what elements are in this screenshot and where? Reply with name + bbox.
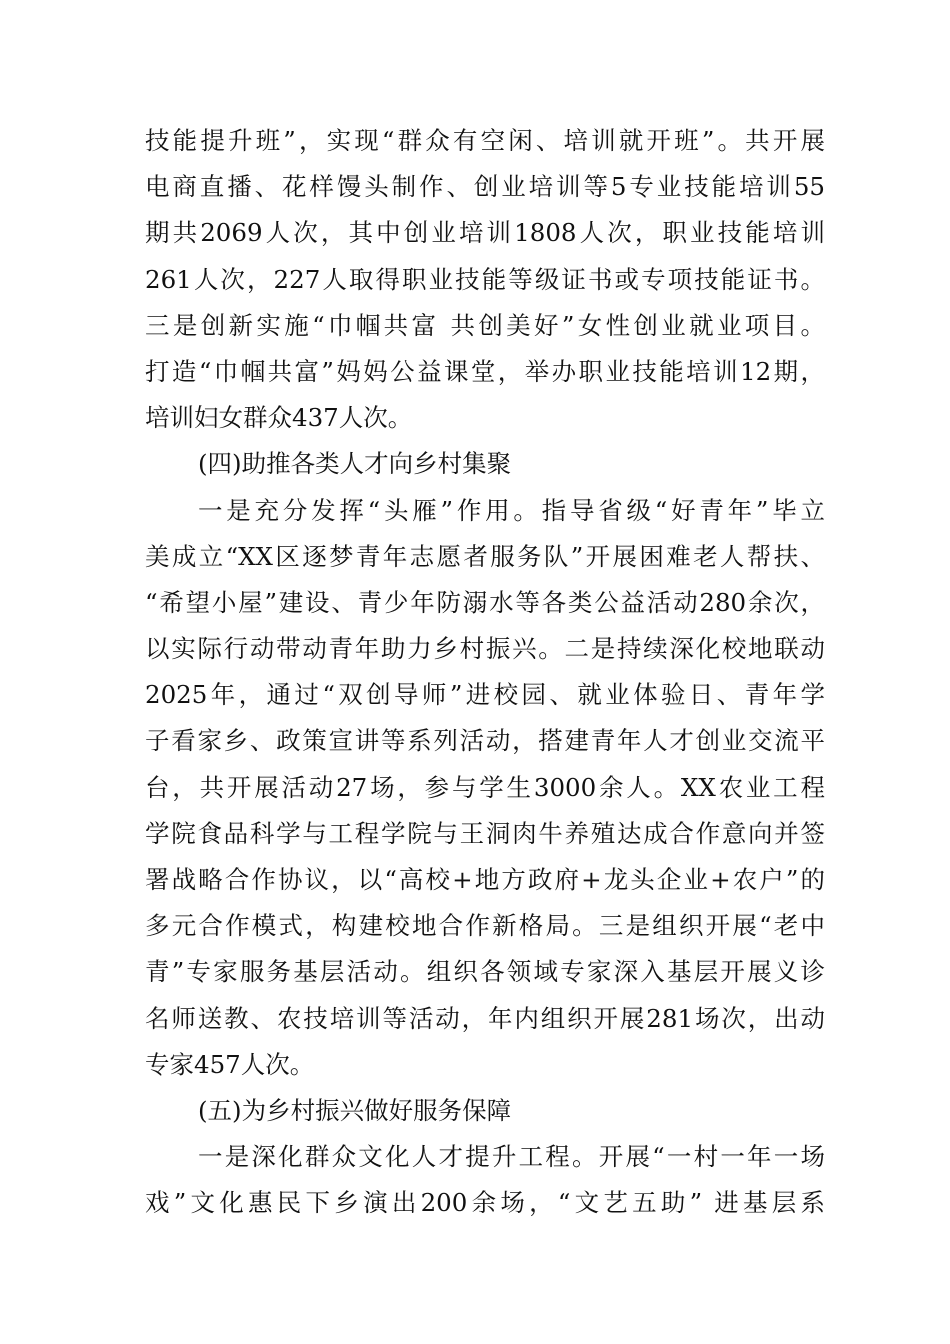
paragraph-line: 以实际行动带动青年助力乡村振兴。二是持续深化校地联动 bbox=[145, 634, 825, 664]
document-body bbox=[145, 118, 825, 1227]
paragraph-line: 子看家乡、政策宣讲等系列活动，搭建青年人才创业交流平 bbox=[145, 726, 825, 756]
paragraph-line: 一是充分发挥“头雁”作用。指导省级“好青年”毕立 bbox=[198, 495, 825, 525]
paragraph-line: 2025年，通过“双创导师”进校园、就业体验日、青年学 bbox=[145, 680, 825, 710]
paragraph-line: 美成立“XX区逐梦青年志愿者服务队”开展困难老人帮扶、 bbox=[145, 541, 825, 571]
paragraph-line: 名师送教、农技培训等活动，年内组织开展281场次，出动 bbox=[145, 1003, 825, 1033]
paragraph-line: 三是创新实施“巾帼共富 共创美好”女性创业就业项目。 bbox=[145, 310, 825, 340]
paragraph-line: 台，共开展活动27场，参与学生3000余人。XX农业工程 bbox=[145, 772, 825, 802]
paragraph-line: 培训妇女群众437人次。 bbox=[145, 403, 413, 433]
section-heading: (五)为乡村振兴做好服务保障 bbox=[198, 1095, 512, 1125]
paragraph-line: 戏”文化惠民下乡演出200余场，“文艺五助” 进基层系 bbox=[145, 1188, 825, 1218]
paragraph-line: 技能提升班”，实现“群众有空闲、培训就开班”。共开展 bbox=[145, 126, 825, 155]
paragraph-line: 专家457人次。 bbox=[145, 1049, 315, 1079]
paragraph-line: 一是深化群众文化人才提升工程。开展“一村一年一场 bbox=[198, 1142, 825, 1172]
section-heading: (四)助推各类人才向乡村集聚 bbox=[198, 449, 512, 479]
paragraph-line: 多元合作模式，构建校地合作新格局。三是组织开展“老中 bbox=[145, 911, 825, 941]
paragraph-line: 261人次，227人取得职业技能等级证书或专项技能证书。 bbox=[145, 264, 825, 294]
paragraph-line: 青”专家服务基层活动。组织各领域专家深入基层开展义诊 bbox=[145, 957, 825, 987]
paragraph-line: 学院食品科学与工程学院与王洞肉牛养殖达成合作意向并签 bbox=[145, 818, 825, 848]
paragraph-line: 电商直播、花样馒头制作、创业培训等5专业技能培训55 bbox=[145, 172, 825, 202]
paragraph-line: 署战略合作协议，以“高校+地方政府+龙头企业+农户”的 bbox=[145, 865, 825, 894]
paragraph-line: “希望小屋”建设、青少年防溺水等各类公益活动280余次， bbox=[145, 587, 825, 617]
paragraph-line: 打造“巾帼共富”妈妈公益课堂，举办职业技能培训12期， bbox=[145, 356, 825, 386]
paragraph-line: 期共2069人次，其中创业培训1808人次，职业技能培训 bbox=[145, 218, 825, 248]
